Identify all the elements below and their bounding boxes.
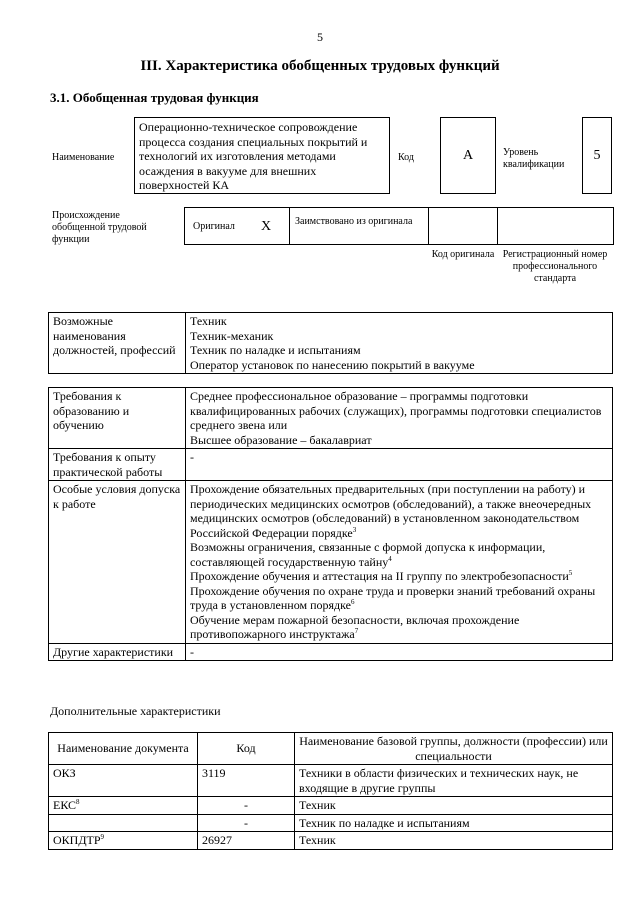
page-number: 5: [317, 30, 323, 44]
other-label: Другие характеристики: [49, 643, 186, 661]
table-row: [49, 797, 613, 815]
condition-item: Возможны ограничения, связанные с формой допуска к информации, составляющей государственную тайну$^4$: [190, 540, 546, 569]
positions-label: Возможные наименования должностей, профессий: [49, 313, 186, 374]
original-mark: X: [261, 219, 272, 234]
table-row: [49, 832, 613, 850]
position-item: Техник: [190, 314, 227, 328]
header-group: Наименование базовой группы, должности (профессии) или специальности: [295, 733, 613, 765]
position-item: Оператор установок по нанесению покрытий в вакууме: [190, 357, 475, 372]
code-value: А: [440, 117, 496, 194]
name-value: Операционно-техническое сопровождение процесса создания специальных покрытий и технологий их изготовления методами осаждения в вакууме для внешних поверхностей КА: [134, 117, 390, 194]
divider: [497, 208, 498, 244]
doc-cell: ЕКС$^8$: [49, 797, 198, 815]
header-document: Наименование документа: [49, 733, 198, 765]
condition-item: Обучение мерам пожарной безопасности, включая прохождение противопожарного инструктажа$^7$: [190, 612, 520, 641]
special-conditions-values: [186, 481, 613, 644]
code-cell: -: [198, 797, 295, 815]
footnote-mark: 7: [354, 627, 359, 635]
footnote-mark: 3: [352, 525, 357, 534]
group-cell: Техник: [295, 832, 613, 850]
footnote-mark: 4: [388, 554, 392, 563]
doc-cell: [49, 814, 198, 832]
group-cell: Техник: [295, 797, 613, 815]
group-cell: Техник по наладке и испытаниям: [295, 814, 613, 832]
education-values: [186, 388, 613, 449]
doc-cell: ОКЗ: [49, 765, 198, 797]
divider: [289, 208, 290, 244]
experience-label: Требования к опыту практической работы: [49, 449, 186, 481]
code-cell: 3119: [198, 765, 295, 797]
education-item: Среднее профессиональное образование – программы подготовки квалифицированных рабочих (служащих), программы подготовки специалистов среднего звена или: [190, 389, 602, 432]
condition-item: Прохождение обучения по охране труда и проверки знаний требований охраны труда в установленном порядке$^6$: [190, 583, 596, 612]
level-label: Уровень квалификации: [503, 147, 565, 170]
doc-cell: ОКПДТР$^9$: [49, 832, 198, 850]
footnote-mark: 6: [350, 598, 355, 606]
footnote-mark: 5: [568, 569, 573, 577]
code-label: Код: [398, 152, 414, 163]
positions-table: [48, 312, 613, 374]
education-label: Требования к образованию и обучению: [49, 388, 186, 449]
header-code: Код: [198, 733, 295, 765]
code-cell: -: [198, 814, 295, 832]
borrowed-label: Заимствовано из оригинала: [295, 216, 413, 227]
requirements-table: [48, 387, 613, 661]
education-item: Высшее образование – бакалавриат: [190, 432, 372, 447]
code-cell: 26927: [198, 832, 295, 850]
additional-table: [48, 732, 613, 850]
reg-number-caption: Регистрационный номер профессионального стандарта: [502, 249, 608, 284]
additional-title: Дополнительные характеристики: [50, 704, 221, 718]
table-row: [49, 814, 613, 832]
name-label: Наименование: [52, 152, 115, 163]
footnote-mark: 8: [76, 798, 80, 806]
condition-item: Прохождение обучения и аттестация на II группу по электробезопасности$^5$: [190, 569, 573, 583]
level-value: 5: [582, 117, 612, 194]
group-cell: Техники в области физических и технических наук, не входящие в другие группы: [295, 765, 613, 797]
position-item: Техник по наладке и испытаниям: [190, 343, 361, 357]
condition-item: Прохождение обязательных предварительных (при поступлении на работу) и периодических медицинских осмотров (обследований), а также внеочередных медицинских осмотров (обследований) в установленном законодательством Российской Федерации порядке$^3$: [190, 482, 592, 540]
table-row: [49, 765, 613, 797]
other-value: -: [186, 643, 613, 661]
origin-box: [184, 207, 614, 245]
divider: [428, 208, 429, 244]
positions-values: [186, 313, 613, 374]
special-conditions-label: Особые условия допуска к работе: [49, 481, 186, 644]
footnote-mark: 9: [100, 833, 105, 841]
section-title: III. Характеристика обобщенных трудовых функций: [140, 58, 500, 74]
code-original-caption: Код оригинала: [431, 249, 495, 260]
original-label: Оригинал: [193, 221, 235, 232]
origin-label: Происхождение обобщенной трудовой функции: [52, 210, 147, 245]
experience-value: -: [186, 449, 613, 481]
subsection-title: 3.1. Обобщенная трудовая функция: [50, 90, 259, 105]
position-item: Техник-механик: [190, 328, 274, 343]
